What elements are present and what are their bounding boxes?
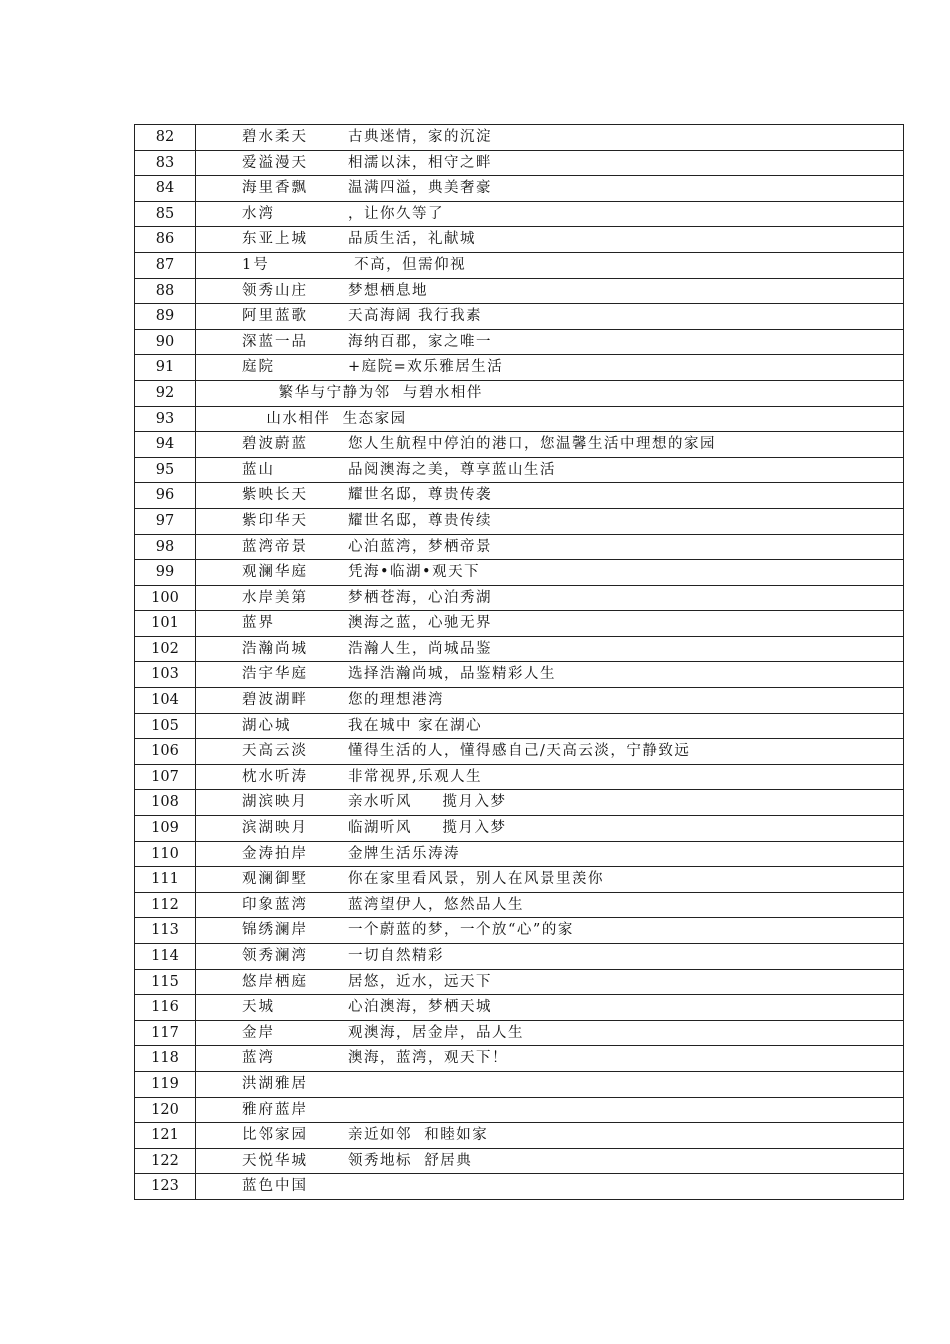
row-number: 104 xyxy=(135,688,196,714)
project-slogan: 耀世名邸，尊贵传袭 xyxy=(348,487,492,504)
project-slogan: 品阅澳海之美，尊享蓝山生活 xyxy=(348,461,556,478)
row-number: 88 xyxy=(135,278,196,304)
row-content xyxy=(196,227,904,253)
table-row xyxy=(135,1020,904,1046)
project-slogan: 心泊蓝湾，梦栖帝景 xyxy=(348,538,492,555)
project-slogan: 居悠，近水，远天下 xyxy=(348,973,492,990)
project-name: 碧水柔天 xyxy=(242,129,308,145)
project-slogan: 不高，但需仰视 xyxy=(348,256,467,273)
project-name: 庭院 xyxy=(242,359,275,376)
project-name: 金涛拍岸 xyxy=(242,845,308,862)
project-name: 海里香飘 xyxy=(242,180,308,197)
naming-table xyxy=(134,124,904,1200)
project-slogan: 观澳海，居金岸，品人生 xyxy=(348,1024,524,1041)
row-number: 90 xyxy=(135,329,196,355)
row-number: 108 xyxy=(135,790,196,816)
table-row xyxy=(135,406,904,432)
row-content xyxy=(196,432,904,458)
project-slogan: 非常视界,乐观人生 xyxy=(348,768,483,785)
project-name: 湖滨映月 xyxy=(242,794,308,811)
project-slogan: 亲水听风 揽月入梦 xyxy=(348,794,507,811)
table-row xyxy=(135,278,904,304)
table-row xyxy=(135,432,904,458)
row-content xyxy=(196,892,904,918)
row-content xyxy=(196,713,904,739)
row-number: 107 xyxy=(135,764,196,790)
row-content xyxy=(196,1020,904,1046)
row-number: 116 xyxy=(135,995,196,1021)
row-number: 110 xyxy=(135,841,196,867)
project-slogan: 亲近如邻 和睦如家 xyxy=(348,1127,489,1144)
table-row xyxy=(135,867,904,893)
row-number: 105 xyxy=(135,713,196,739)
row-content xyxy=(196,1174,904,1200)
table-row xyxy=(135,918,904,944)
row-content xyxy=(196,252,904,278)
project-slogan: 古典迷情，家的沉淀 xyxy=(348,129,492,145)
row-content xyxy=(196,764,904,790)
project-name: 洪湖雅居 xyxy=(242,1075,308,1092)
row-number: 86 xyxy=(135,227,196,253)
row-content xyxy=(196,867,904,893)
row-content xyxy=(196,1123,904,1149)
project-name: 阿里蓝歌 xyxy=(242,308,308,325)
row-number: 114 xyxy=(135,944,196,970)
table-row xyxy=(135,1123,904,1149)
project-slogan: 凭海•临湖•观天下 xyxy=(348,564,481,581)
row-content xyxy=(196,636,904,662)
project-name: 紫印华天 xyxy=(242,512,308,529)
table-row xyxy=(135,227,904,253)
row-content xyxy=(196,662,904,688)
project-slogan: 心泊澳海，梦栖天城 xyxy=(348,999,492,1016)
table-row xyxy=(135,739,904,765)
table-row xyxy=(135,892,904,918)
project-name: 爱溢漫天 xyxy=(242,154,308,171)
project-slogan: 金牌生活乐涛涛 xyxy=(348,845,460,862)
project-slogan: ，让你久等了 xyxy=(348,205,444,222)
row-content xyxy=(196,1097,904,1123)
project-slogan: 梦想栖息地 xyxy=(348,282,428,299)
row-number: 98 xyxy=(135,534,196,560)
project-name: 天高云淡 xyxy=(242,743,308,760)
row-content xyxy=(196,995,904,1021)
row-content xyxy=(196,1148,904,1174)
table-row xyxy=(135,304,904,330)
row-content xyxy=(196,790,904,816)
project-name: 水岸美第 xyxy=(242,589,308,606)
row-number: 118 xyxy=(135,1046,196,1072)
table-row xyxy=(135,483,904,509)
row-content xyxy=(196,150,904,176)
table-row xyxy=(135,969,904,995)
row-content xyxy=(196,688,904,714)
table-row xyxy=(135,1148,904,1174)
row-number: 92 xyxy=(135,380,196,406)
row-content xyxy=(196,304,904,330)
row-number: 111 xyxy=(135,867,196,893)
row-number: 119 xyxy=(135,1071,196,1097)
project-slogan: 繁华与宁静为邻 与碧水相伴 xyxy=(242,384,483,401)
table-row xyxy=(135,1046,904,1072)
table-row xyxy=(135,329,904,355)
row-number: 103 xyxy=(135,662,196,688)
project-name: 锦绣澜岸 xyxy=(242,922,308,939)
project-slogan: 蓝湾望伊人，悠然品人生 xyxy=(348,896,524,913)
row-number: 106 xyxy=(135,739,196,765)
row-number: 94 xyxy=(135,432,196,458)
row-content xyxy=(196,918,904,944)
project-slogan: 临湖听风 揽月入梦 xyxy=(348,820,507,837)
table-row xyxy=(135,816,904,842)
project-name: 紫映长天 xyxy=(242,487,308,504)
project-name: 水湾 xyxy=(242,205,275,222)
row-number: 101 xyxy=(135,611,196,637)
project-name: 观澜华庭 xyxy=(242,564,308,581)
row-number: 115 xyxy=(135,969,196,995)
project-slogan: 海纳百郡，家之唯一 xyxy=(348,333,492,350)
table-row xyxy=(135,1174,904,1200)
row-number: 96 xyxy=(135,483,196,509)
row-number: 82 xyxy=(135,125,196,151)
row-content xyxy=(196,380,904,406)
row-content xyxy=(196,585,904,611)
table-row xyxy=(135,995,904,1021)
row-number: 93 xyxy=(135,406,196,432)
row-number: 112 xyxy=(135,892,196,918)
project-name: 印象蓝湾 xyxy=(242,896,308,913)
row-content xyxy=(196,355,904,381)
table-row xyxy=(135,355,904,381)
project-name: 天城 xyxy=(242,999,275,1016)
row-content xyxy=(196,1071,904,1097)
row-content xyxy=(196,329,904,355)
table-row xyxy=(135,201,904,227)
row-content xyxy=(196,508,904,534)
project-slogan: 天高海阔 我行我素 xyxy=(348,308,483,325)
project-slogan: 领秀地标 舒居典 xyxy=(348,1152,473,1169)
row-content xyxy=(196,125,904,151)
project-name: 悠岸栖庭 xyxy=(242,973,308,990)
project-name: 滨湖映月 xyxy=(242,820,308,837)
row-number: 102 xyxy=(135,636,196,662)
project-slogan: 您人生航程中停泊的港口，您温馨生活中理想的家园 xyxy=(348,436,716,453)
table-row xyxy=(135,534,904,560)
table-row xyxy=(135,611,904,637)
project-name: 碧波湖畔 xyxy=(242,692,308,709)
row-content xyxy=(196,816,904,842)
project-name: 浩瀚尚城 xyxy=(242,640,308,657)
project-name: 碧波蔚蓝 xyxy=(242,436,308,453)
row-number: 123 xyxy=(135,1174,196,1200)
row-number: 91 xyxy=(135,355,196,381)
row-number: 100 xyxy=(135,585,196,611)
row-content xyxy=(196,406,904,432)
project-name: 深蓝一品 xyxy=(242,333,308,350)
row-number: 87 xyxy=(135,252,196,278)
row-number: 113 xyxy=(135,918,196,944)
table-row xyxy=(135,1097,904,1123)
table-row xyxy=(135,790,904,816)
project-slogan: 耀世名邸，尊贵传续 xyxy=(348,512,492,529)
table-row xyxy=(135,125,904,151)
row-number: 83 xyxy=(135,150,196,176)
row-number: 97 xyxy=(135,508,196,534)
row-content xyxy=(196,457,904,483)
project-name: 雅府蓝岸 xyxy=(242,1101,308,1118)
table-row xyxy=(135,688,904,714)
project-slogan: 梦栖苍海，心泊秀湖 xyxy=(348,589,492,606)
row-content xyxy=(196,534,904,560)
project-slogan: 品质生活，礼献城 xyxy=(348,231,476,248)
table-row xyxy=(135,176,904,202)
row-number: 120 xyxy=(135,1097,196,1123)
table-body xyxy=(135,125,904,1200)
project-slogan: 温满四溢，典美奢豪 xyxy=(348,180,492,197)
row-content xyxy=(196,201,904,227)
table-row xyxy=(135,662,904,688)
project-name: 1号 xyxy=(242,256,270,273)
project-slogan: 懂得生活的人，懂得感自己/天高云淡，宁静致远 xyxy=(348,743,691,760)
project-slogan: 我在城中 家在湖心 xyxy=(348,717,483,734)
project-name: 蓝界 xyxy=(242,615,275,632)
row-content xyxy=(196,560,904,586)
project-name: 枕水听涛 xyxy=(242,768,308,785)
table-row xyxy=(135,585,904,611)
project-name: 浩宇华庭 xyxy=(242,666,308,683)
project-slogan: 你在家里看风景，别人在风景里羡你 xyxy=(348,871,604,888)
row-number: 89 xyxy=(135,304,196,330)
table-row xyxy=(135,560,904,586)
project-name: 湖心城 xyxy=(242,717,292,734)
project-slogan: 选择浩瀚尚城，品鉴精彩人生 xyxy=(348,666,556,683)
project-slogan: 澳海之蓝，心驰无界 xyxy=(348,615,492,632)
project-slogan: 您的理想港湾 xyxy=(348,692,444,709)
table-row xyxy=(135,713,904,739)
project-name: 比邻家园 xyxy=(242,1127,308,1144)
table-row xyxy=(135,636,904,662)
project-slogan: 一个蔚蓝的梦，一个放“心”的家 xyxy=(348,922,574,939)
row-number: 95 xyxy=(135,457,196,483)
row-content xyxy=(196,739,904,765)
project-slogan: +庭院=欢乐雅居生活 xyxy=(348,359,504,376)
row-content xyxy=(196,278,904,304)
table-row xyxy=(135,150,904,176)
row-number: 85 xyxy=(135,201,196,227)
project-slogan: 澳海，蓝湾，观天下！ xyxy=(348,1050,508,1067)
project-slogan: 浩瀚人生，尚城品鉴 xyxy=(348,640,492,657)
table-row xyxy=(135,252,904,278)
project-name: 观澜御墅 xyxy=(242,871,308,888)
table-row xyxy=(135,764,904,790)
table-row xyxy=(135,380,904,406)
row-content xyxy=(196,944,904,970)
table-row xyxy=(135,457,904,483)
row-number: 84 xyxy=(135,176,196,202)
table-row xyxy=(135,1071,904,1097)
project-name: 东亚上城 xyxy=(242,231,308,248)
project-name: 蓝湾帝景 xyxy=(242,538,308,555)
row-number: 99 xyxy=(135,560,196,586)
project-name: 领秀山庄 xyxy=(242,282,308,299)
project-name: 蓝色中国 xyxy=(242,1178,308,1195)
row-content xyxy=(196,483,904,509)
row-content xyxy=(196,176,904,202)
project-name: 天悦华城 xyxy=(242,1152,308,1169)
table-row xyxy=(135,841,904,867)
row-number: 109 xyxy=(135,816,196,842)
row-content xyxy=(196,611,904,637)
row-number: 117 xyxy=(135,1020,196,1046)
project-slogan: 山水相伴 生态家园 xyxy=(242,410,407,427)
table-row xyxy=(135,944,904,970)
project-name: 蓝湾 xyxy=(242,1050,275,1067)
project-slogan: 相濡以沫，相守之畔 xyxy=(348,154,492,171)
project-name: 蓝山 xyxy=(242,461,275,478)
project-slogan: 一切自然精彩 xyxy=(348,948,444,964)
row-number: 122 xyxy=(135,1148,196,1174)
row-number: 121 xyxy=(135,1123,196,1149)
row-content xyxy=(196,841,904,867)
row-content xyxy=(196,969,904,995)
table-row xyxy=(135,508,904,534)
row-content xyxy=(196,1046,904,1072)
project-name: 金岸 xyxy=(242,1024,275,1041)
project-name: 领秀澜湾 xyxy=(242,948,308,964)
